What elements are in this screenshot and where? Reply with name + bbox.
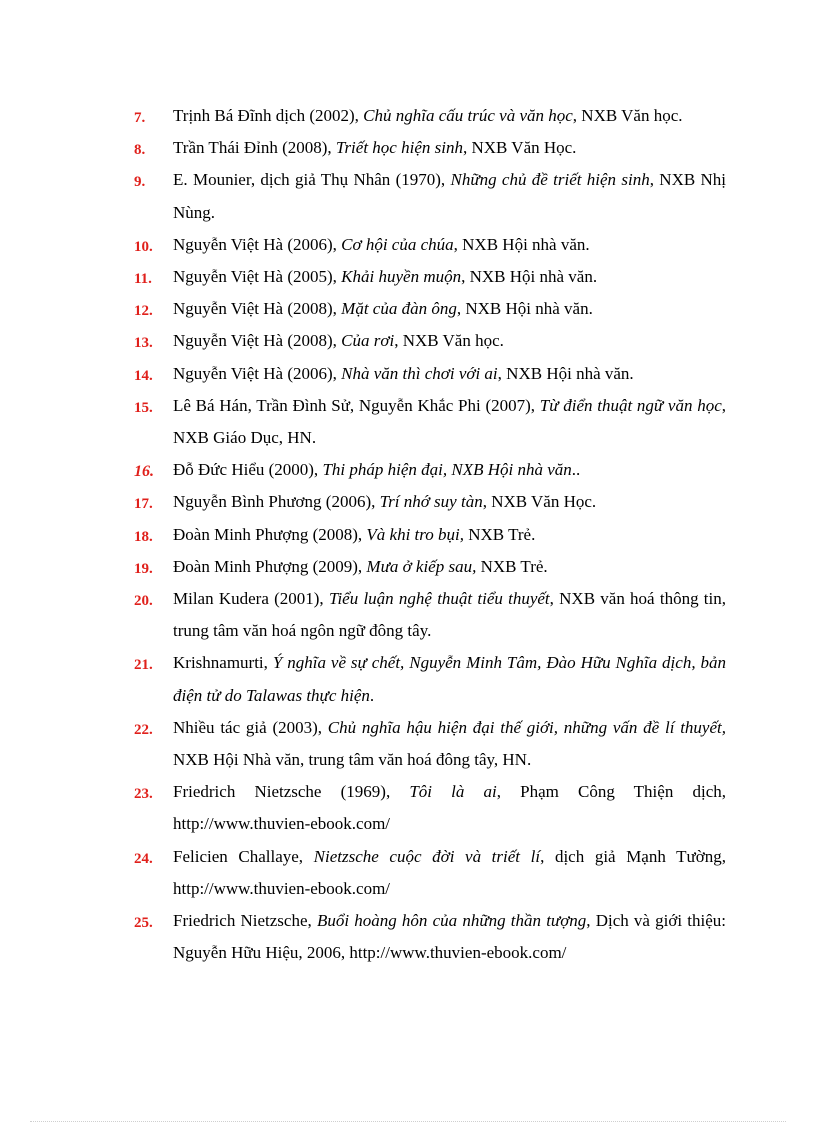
reference-text bbox=[173, 293, 726, 325]
reference-title: Của rơi bbox=[341, 331, 395, 351]
reference-text bbox=[173, 647, 726, 711]
reference-citation-text: Nguyễn Việt Hà (2006), bbox=[173, 363, 342, 383]
page-bottom-divider bbox=[30, 1121, 786, 1122]
reference-title: Từ điển thuật ngữ văn học bbox=[539, 395, 722, 415]
reference-number: 25. bbox=[134, 915, 153, 932]
reference-item bbox=[0, 164, 816, 228]
reference-title: Triết học hiện sinh bbox=[335, 138, 463, 158]
reference-citation-text: Friedrich Nietzsche (1969), bbox=[173, 782, 410, 802]
reference-text bbox=[173, 390, 726, 454]
reference-citation-text: Trần Thái Đỉnh (2008), bbox=[173, 138, 336, 158]
reference-citation-text: Đoàn Minh Phượng (2009), bbox=[173, 556, 367, 576]
reference-text bbox=[173, 551, 726, 583]
reference-number: 11. bbox=[134, 271, 152, 288]
reference-number: 8. bbox=[134, 142, 146, 159]
reference-citation-text: Nguyễn Việt Hà (2005), bbox=[173, 267, 342, 287]
reference-number: 12. bbox=[134, 303, 153, 320]
reference-citation-text: Nhiều tác giả (2003), bbox=[173, 717, 328, 737]
reference-item bbox=[0, 551, 816, 583]
reference-citation-text: Milan Kudera (2001), bbox=[173, 589, 329, 609]
reference-item bbox=[0, 390, 816, 454]
reference-item bbox=[0, 647, 816, 711]
reference-title: Cơ hội của chúa bbox=[341, 234, 454, 254]
reference-item bbox=[0, 132, 816, 164]
reference-citation-text: NXB Trẻ. bbox=[464, 524, 536, 544]
reference-citation-text: , dịch giả Mạnh Tường, http://www.thuvien-ebook.com/ bbox=[173, 846, 726, 898]
reference-text bbox=[173, 905, 726, 969]
reference-number: 19. bbox=[134, 560, 153, 577]
reference-citation-text: , NXB Văn học. bbox=[394, 331, 504, 351]
reference-item bbox=[0, 325, 816, 357]
reference-title: Nietzsche cuộc đời và triết lí bbox=[313, 846, 541, 866]
reference-title: Thi pháp hiện đại, NXB Hội nhà văn bbox=[322, 460, 572, 480]
reference-citation-text: , Phạm Công Thiện dịch, http://www.thuvien-ebook.com/ bbox=[173, 782, 726, 834]
reference-number: 18. bbox=[134, 528, 153, 545]
reference-citation-text: , NXB văn hoá thông tin, trung tâm văn hoá ngôn ngữ đông tây. bbox=[173, 589, 726, 641]
reference-text bbox=[173, 100, 726, 132]
reference-number: 21. bbox=[134, 657, 153, 674]
reference-number: 24. bbox=[134, 850, 153, 867]
reference-number: 22. bbox=[134, 721, 153, 738]
reference-citation-text: Nguyễn Việt Hà (2006), bbox=[173, 234, 342, 254]
reference-number: 17. bbox=[134, 496, 153, 513]
reference-number: 13. bbox=[134, 335, 153, 352]
reference-item bbox=[0, 486, 816, 518]
reference-citation-text: .. bbox=[571, 460, 581, 480]
reference-title: Trí nhớ suy tàn bbox=[379, 492, 483, 512]
reference-text bbox=[173, 325, 726, 357]
reference-item bbox=[0, 454, 816, 486]
reference-item bbox=[0, 100, 816, 132]
reference-text bbox=[173, 519, 726, 551]
reference-citation-text: , Dịch và giới thiệu: Nguyễn Hữu Hiệu, 2006, http://www.thuvien-ebook.com/ bbox=[173, 911, 726, 963]
reference-text bbox=[173, 454, 726, 486]
reference-citation-text: , NXB Hội nhà văn. bbox=[461, 267, 598, 287]
reference-item bbox=[0, 261, 816, 293]
reference-citation-text: , NXB Nhị Nùng. bbox=[173, 170, 726, 222]
reference-title: Tiểu luận nghệ thuật tiểu thuyết bbox=[328, 589, 550, 609]
reference-number: 20. bbox=[134, 593, 153, 610]
reference-citation-text: , NXB Văn Học. bbox=[482, 492, 597, 512]
reference-citation-text: Felicien Challaye, bbox=[173, 846, 314, 866]
reference-citation-text: NXB Trẻ. bbox=[476, 556, 548, 576]
reference-number: 16. bbox=[134, 463, 154, 481]
reference-item bbox=[0, 358, 816, 390]
reference-text bbox=[173, 229, 726, 261]
reference-citation-text: . bbox=[369, 685, 375, 705]
reference-item bbox=[0, 841, 816, 905]
reference-citation-text: , NXB Hội nhà văn. bbox=[456, 299, 593, 319]
reference-item bbox=[0, 229, 816, 261]
reference-citation-text: Trịnh Bá Đĩnh dịch (2002), bbox=[173, 106, 364, 125]
reference-title: Mưa ở kiếp sau, bbox=[366, 556, 477, 576]
reference-title: Ý nghĩa về sự chết, Nguyễn Minh Tâm, Đào Hữu Nghĩa dịch, bản điện tử do Talawas thực hiện bbox=[173, 653, 727, 705]
reference-citation-text: Nguyễn Việt Hà (2008), bbox=[173, 331, 342, 351]
reference-title: Chủ nghĩa hậu hiện đại thế giới, những vấn đề lí thuyết, bbox=[327, 717, 726, 737]
reference-number: 7. bbox=[134, 110, 146, 126]
reference-title: Những chủ đề triết hiện sinh bbox=[450, 170, 650, 190]
reference-title: Tôi là ai bbox=[409, 782, 497, 802]
reference-title: Buổi hoàng hôn của những thần tượng bbox=[316, 911, 587, 931]
reference-citation-text: Krishnamurti, bbox=[173, 653, 273, 673]
reference-text bbox=[173, 261, 726, 293]
reference-item bbox=[0, 583, 816, 647]
reference-citation-text: Đỗ Đức Hiểu (2000), bbox=[173, 460, 323, 480]
reference-title: Nhà văn thì chơi với ai bbox=[341, 363, 498, 383]
reference-citation-text: , NXB Hội nhà văn. bbox=[453, 234, 590, 254]
reference-citation-text: Nguyễn Bình Phương (2006), bbox=[173, 492, 380, 512]
reference-item bbox=[0, 519, 816, 551]
reference-text bbox=[173, 712, 726, 776]
reference-text bbox=[173, 776, 726, 840]
reference-citation-text: , NXB Văn học. bbox=[572, 106, 683, 125]
reference-citation-text: , NXB Hội nhà văn. bbox=[497, 363, 634, 383]
reference-citation-text: Đoàn Minh Phượng (2008), bbox=[173, 524, 367, 544]
reference-item bbox=[0, 712, 816, 776]
reference-citation-text: NXB Hội Nhà văn, trung tâm văn hoá đông tây, HN. bbox=[173, 750, 532, 770]
reference-number: 23. bbox=[134, 786, 153, 803]
reference-text bbox=[173, 486, 726, 518]
reference-text bbox=[173, 164, 726, 228]
reference-number: 9. bbox=[134, 174, 146, 191]
reference-number: 15. bbox=[134, 399, 153, 416]
reference-number: 10. bbox=[134, 238, 153, 255]
reference-citation-text: , NXB Văn Học. bbox=[462, 138, 577, 158]
reference-citation-text: Nguyễn Việt Hà (2008), bbox=[173, 299, 342, 319]
reference-title: Và khi tro bụi, bbox=[366, 524, 464, 544]
reference-item bbox=[0, 905, 816, 969]
reference-citation-text: E. Mounier, dịch giả Thụ Nhân (1970), bbox=[173, 170, 451, 190]
reference-text bbox=[173, 583, 726, 647]
reference-citation-text: , NXB Giáo Dục, HN. bbox=[173, 395, 726, 448]
reference-text bbox=[173, 358, 726, 390]
reference-citation-text: Friedrich Nietzsche, bbox=[173, 911, 317, 931]
reference-title: Chủ nghĩa cấu trúc và văn học bbox=[363, 106, 573, 125]
reference-title: Mặt của đàn ông bbox=[341, 299, 457, 319]
reference-list bbox=[0, 100, 816, 969]
reference-number: 14. bbox=[134, 367, 153, 384]
reference-item bbox=[0, 776, 816, 840]
reference-text bbox=[173, 132, 726, 164]
reference-title: Khải huyền muộn bbox=[341, 267, 462, 287]
reference-item bbox=[0, 293, 816, 325]
reference-text bbox=[173, 841, 726, 905]
reference-citation-text: Lê Bá Hán, Trần Đình Sử, Nguyễn Khắc Phi (2007), bbox=[173, 395, 540, 415]
